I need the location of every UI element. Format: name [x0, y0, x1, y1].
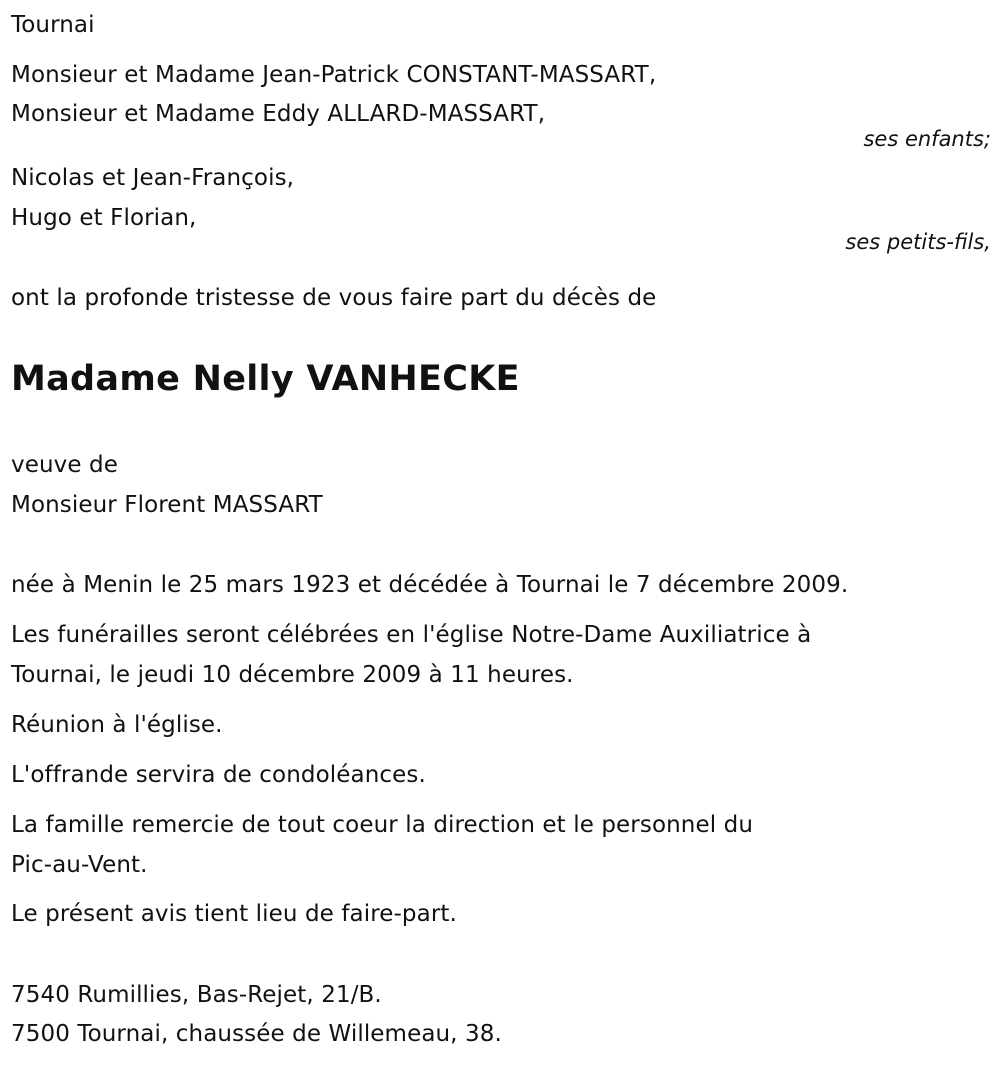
thanks-line-1: La famille remercie de tout coeur la direction et le personnel du	[11, 812, 753, 838]
thanks-line-2: Pic-au-Vent.	[11, 852, 148, 878]
grandchildren-line-1: Nicolas et Jean-François,	[11, 165, 295, 191]
deceased-name: Madame Nelly VANHECKE	[11, 359, 520, 399]
grandchildren-role: ses petits-fils,	[845, 230, 991, 254]
birth-death-dates: née à Menin le 25 mars 1923 et décédée à Tournai le 7 décembre 2009.	[11, 572, 849, 598]
children-line-2: Monsieur et Madame Eddy ALLARD-MASSART,	[11, 101, 546, 127]
meeting-info: Réunion à l'église.	[11, 712, 223, 738]
spouse-name: Monsieur Florent MASSART	[11, 492, 323, 518]
children-line-1: Monsieur et Madame Jean-Patrick CONSTANT-MASSART,	[11, 62, 657, 88]
address-line-1: 7540 Rumillies, Bas-Rejet, 21/B.	[11, 982, 382, 1008]
offering-info: L'offrande servira de condoléances.	[11, 762, 426, 788]
notice-text: Le présent avis tient lieu de faire-part.	[11, 901, 457, 927]
city-heading: Tournai	[11, 12, 95, 38]
children-role: ses enfants;	[863, 127, 991, 151]
funeral-info-line-2: Tournai, le jeudi 10 décembre 2009 à 11 heures.	[11, 662, 574, 688]
announcement-text: ont la profonde tristesse de vous faire part du décès de	[11, 285, 657, 311]
funeral-info-line-1: Les funérailles seront célébrées en l'église Notre-Dame Auxiliatrice à	[11, 622, 812, 648]
grandchildren-line-2: Hugo et Florian,	[11, 205, 197, 231]
widow-of-label: veuve de	[11, 452, 118, 478]
address-line-2: 7500 Tournai, chaussée de Willemeau, 38.	[11, 1021, 502, 1047]
